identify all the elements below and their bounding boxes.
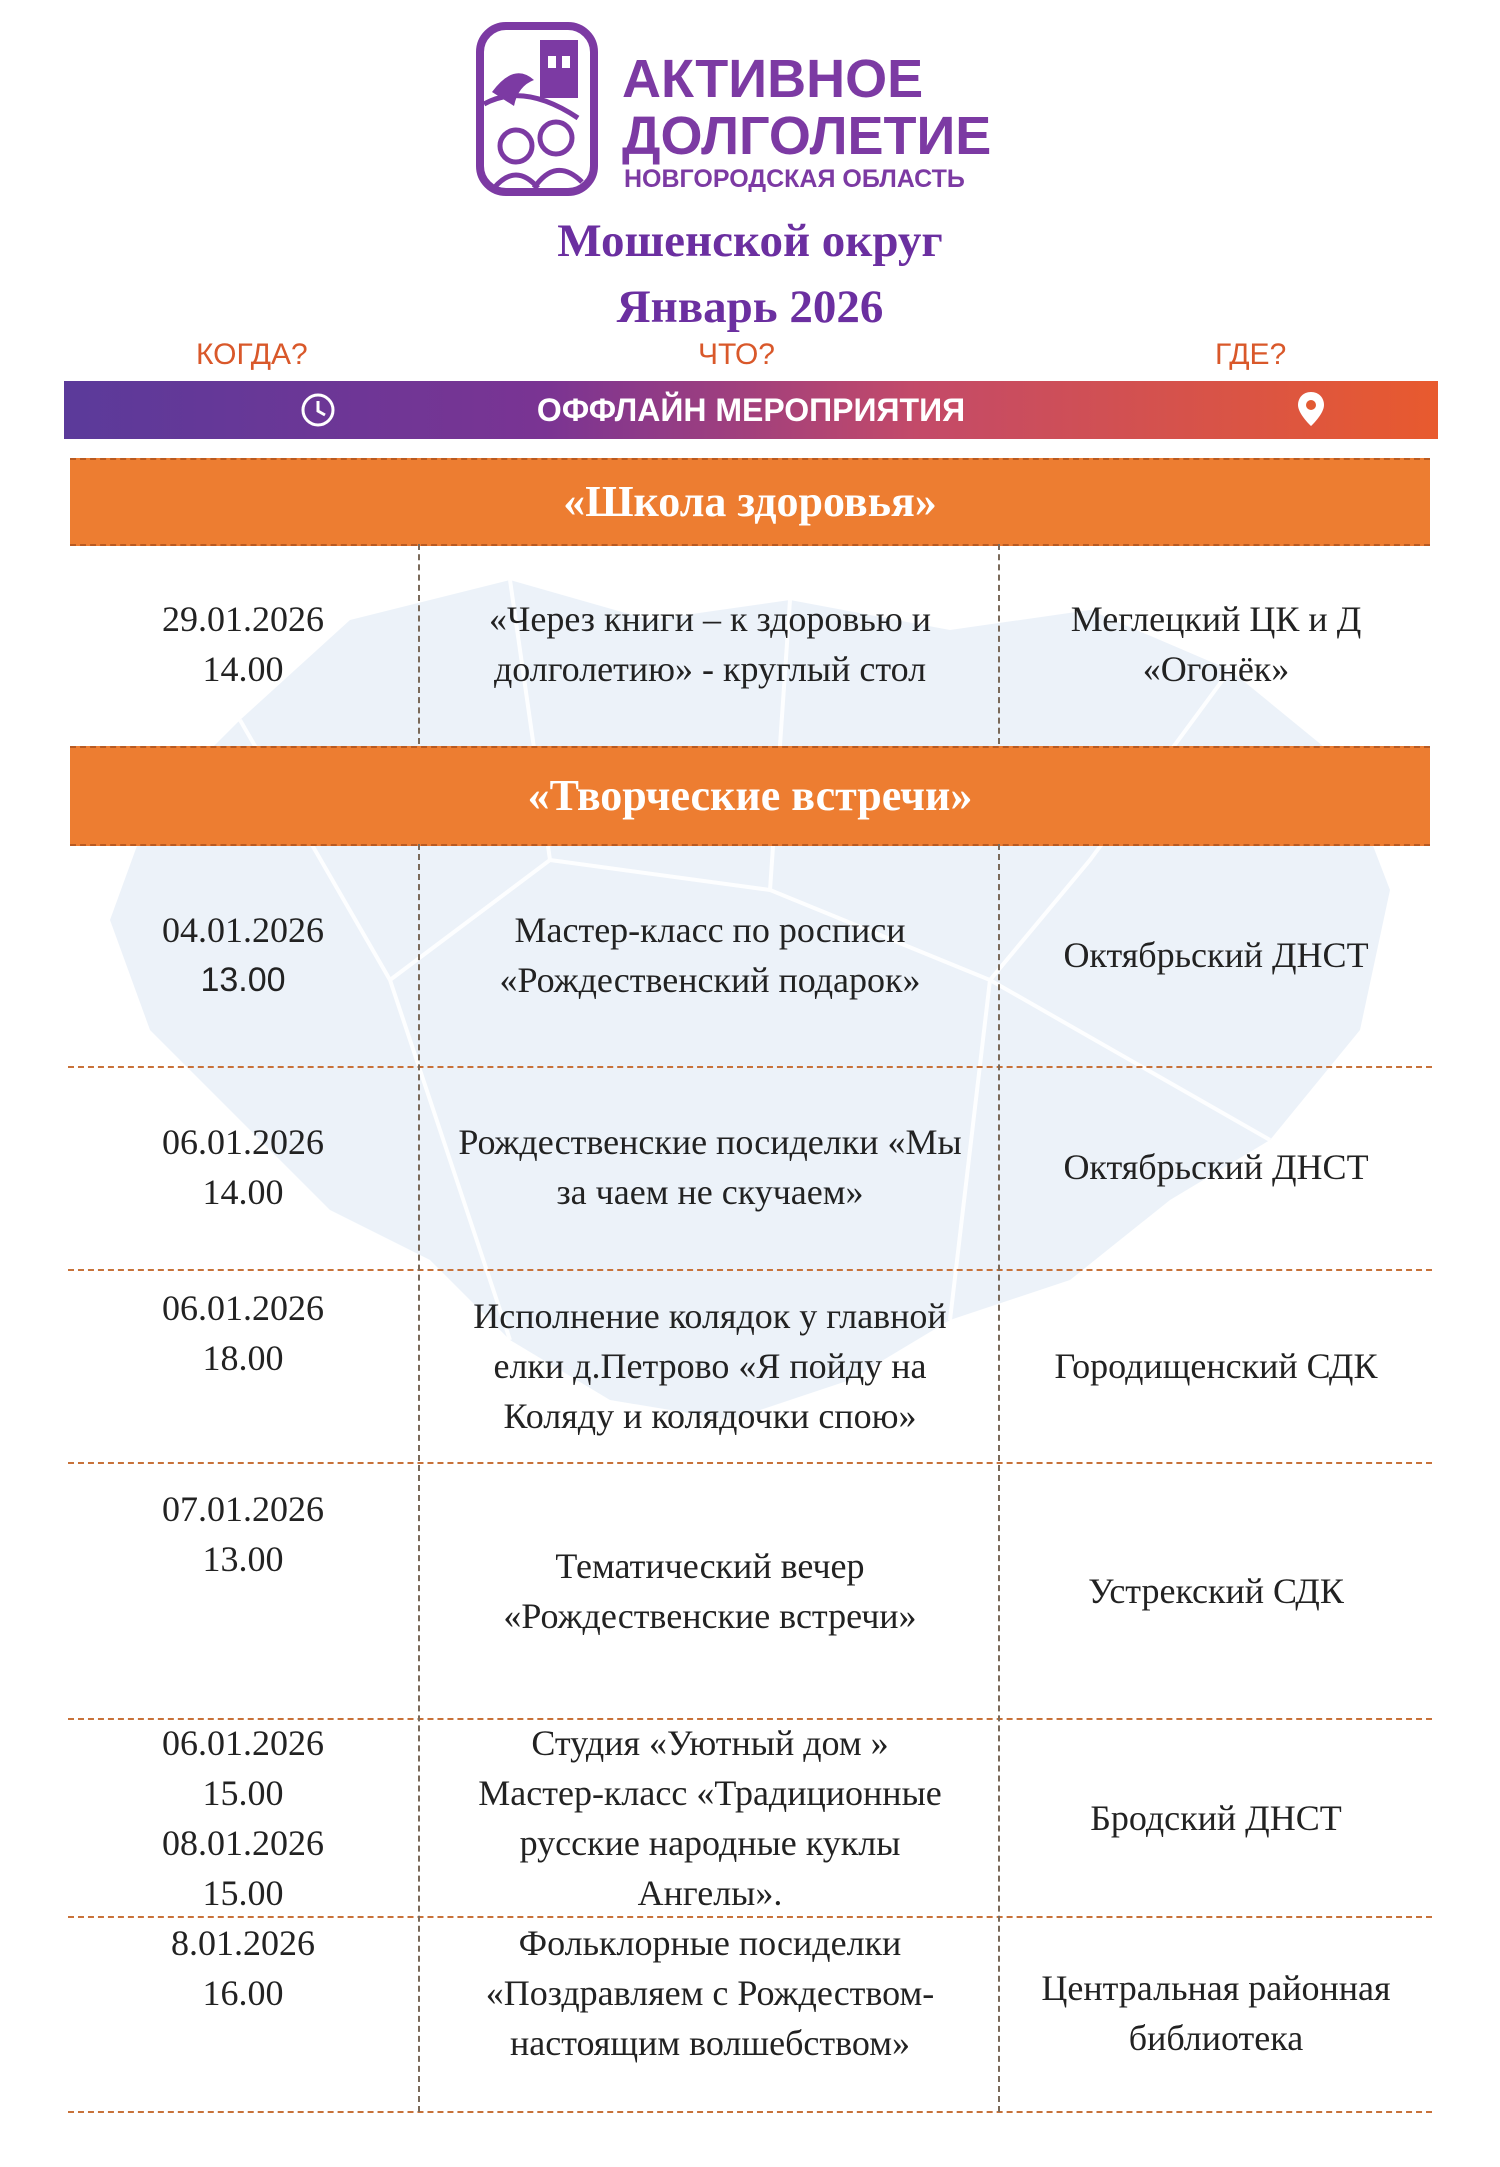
event-when: 06.01.2026 15.00 08.01.2026 15.00 — [162, 1723, 324, 1913]
event-when: 06.01.2026 18.00 — [162, 1288, 324, 1378]
section-title: «Школа здоровья» — [563, 477, 937, 526]
event-when: 06.01.2026 14.00 — [162, 1122, 324, 1212]
event-what: Мастер-класс по росписи «Рождественский подарок» — [499, 910, 921, 1000]
event-where: Октябрьский ДНСТ — [1063, 935, 1369, 975]
header-banner — [64, 381, 1438, 439]
event-where: Меглецкий ЦК и Д «Огонёк» — [1070, 599, 1362, 689]
event-what: Исполнение колядок у главной елки д.Петрово «Я пойду на Коляду и колядочки спою» — [473, 1296, 947, 1436]
event-where: Бродский ДНСТ — [1090, 1798, 1342, 1838]
location-pin-icon — [1296, 390, 1326, 428]
event-what: Рождественские посиделки «Мы за чаем не скучаем» — [458, 1122, 962, 1212]
event-what: «Через книги – к здоровью и долголетию» - круглый стол — [488, 599, 932, 689]
column-divider — [998, 544, 1000, 744]
event-where: Центральная районная библиотека — [1041, 1968, 1391, 2058]
column-label-when: КОГДА? — [196, 338, 308, 371]
logo — [474, 22, 1034, 202]
event-where: Октябрьский ДНСТ — [1063, 1147, 1369, 1187]
column-divider — [418, 844, 420, 2112]
column-divider — [998, 844, 1000, 2112]
logo-title-line1: АКТИВНОЕ — [622, 49, 924, 109]
event-where: Городищенский СДК — [1054, 1346, 1378, 1386]
event-when: 04.01.2026 13.00 — [162, 910, 324, 999]
column-label-what: ЧТО? — [698, 338, 775, 371]
event-when: 29.01.2026 14.00 — [162, 599, 324, 689]
column-label-where: ГДЕ? — [1215, 338, 1287, 371]
event-what: Студия «Уютный дом » Мастер-класс «Традиционные русские народные куклы Ангелы». — [478, 1723, 942, 1913]
event-what: Фольклорные посиделки «Поздравляем с Рождеством- настоящим волшебством» — [485, 1923, 935, 2063]
events-table — [68, 458, 1432, 2118]
event-what: Тематический вечер «Рождественские встречи» — [503, 1546, 917, 1636]
logo-title-line2: ДОЛГОЛЕТИЕ — [622, 106, 992, 166]
section-title: «Творческие встречи» — [527, 771, 973, 820]
row-divider — [68, 2111, 1432, 2113]
logo-emblem-icon — [474, 22, 600, 198]
column-divider — [418, 544, 420, 744]
banner-label: ОФФЛАЙН МЕРОПРИЯТИЯ — [536, 392, 966, 428]
page-title: Мошенской округ — [557, 215, 943, 267]
page-subtitle: Январь 2026 — [616, 281, 884, 333]
event-when: 8.01.2026 16.00 — [171, 1923, 315, 2013]
section-header-health-school — [70, 458, 1430, 546]
event-where: Устрекский СДК — [1088, 1571, 1344, 1611]
logo-subtitle: НОВГОРОДСКАЯ ОБЛАСТЬ — [624, 165, 965, 193]
event-when: 07.01.2026 13.00 — [162, 1489, 324, 1579]
section-header-creative-meetings — [70, 746, 1430, 846]
